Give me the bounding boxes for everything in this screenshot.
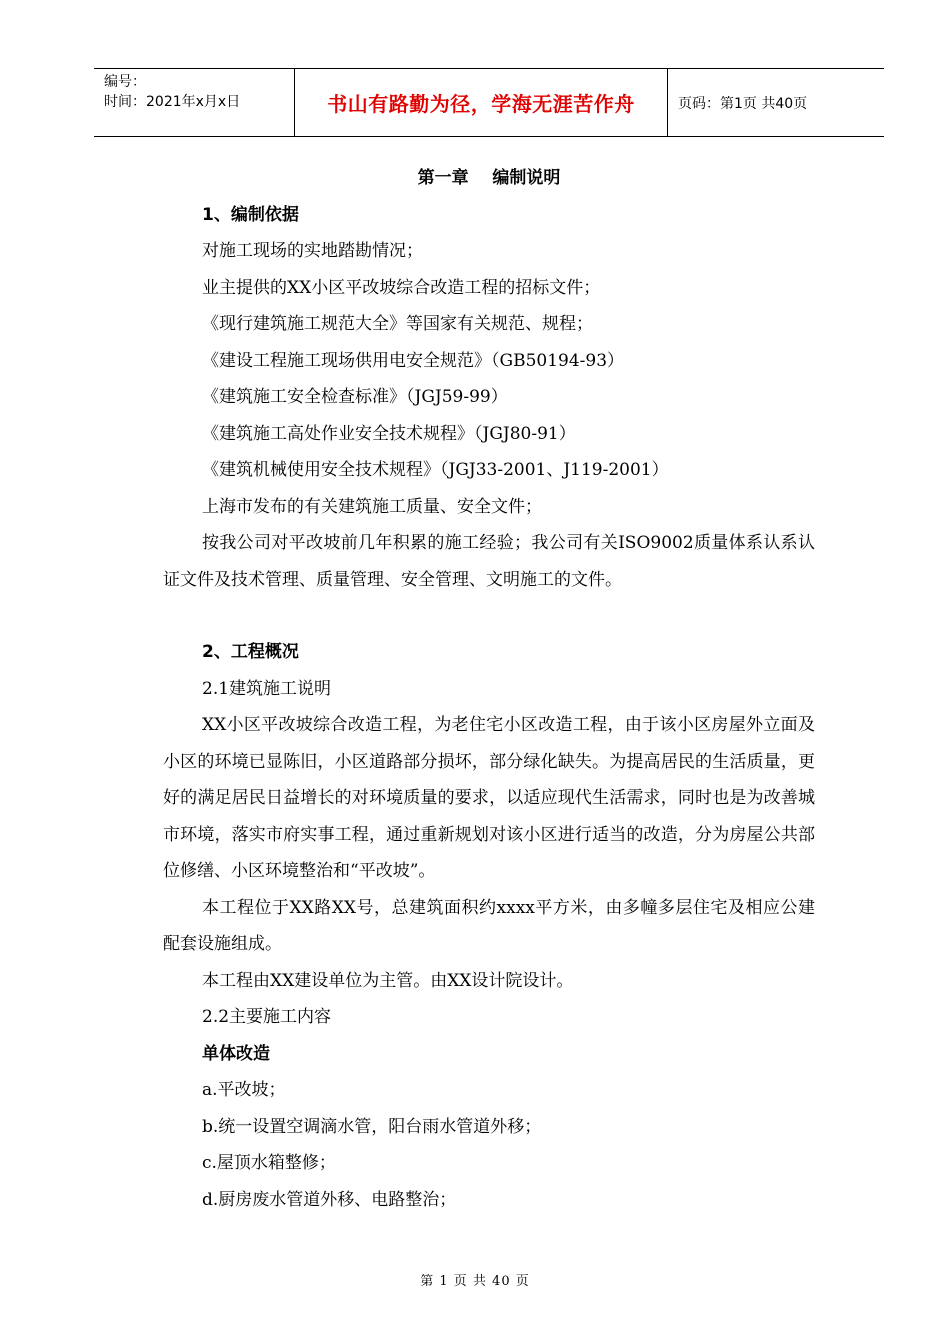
list-item: c.屋顶水箱整修； (202, 1153, 336, 1173)
header-motto-cell (295, 69, 668, 136)
basis-paragraph: 按我公司对平改坡前几年积累的施工经验；我公司有关ISO9002质量体系认系认证文件及技术管理、质量管理、安全管理、文明施工的文件。 (163, 533, 815, 590)
time-label: 时间：2021年x月x日 (104, 94, 241, 110)
basis-item: 《建筑机械使用安全技术规程》（JGJ33-2001、J119-2001） (202, 460, 669, 480)
overview-paragraph: 本工程由XX建设单位为主管。由XX设计院设计。 (202, 970, 574, 991)
list-item: b.统一设置空调滴水管，阳台雨水管道外移； (202, 1116, 542, 1137)
basis-item: 对施工现场的实地踏勘情况； (202, 241, 423, 261)
overview-paragraph: 本工程位于XX路XX号，总建筑面积约xxxx平方米，由多幢多层住宅及相应公建配套设施组成。 (163, 897, 815, 954)
subsection-heading: 2.2主要施工内容 (202, 1007, 332, 1027)
section-heading: 1、编制依据 (202, 204, 299, 225)
spacer (163, 598, 815, 634)
document-body (163, 160, 815, 1218)
motto-text: 书山有路勤为径，学海无涯苦作舟 (327, 92, 635, 116)
subsection-bold-heading: 单体改造 (202, 1043, 270, 1064)
basis-item: 《建筑施工安全检查标准》（JGJ59-99） (202, 387, 508, 407)
subsection-heading: 2.1建筑施工说明 (202, 678, 332, 699)
section-heading: 2、工程概况 (202, 642, 299, 662)
overview-paragraph: XX小区平改坡综合改造工程，为老住宅小区改造工程，由于该小区房屋外立面及小区的环境已显陈旧，小区道路部分损坏，部分绿化缺失。为提高居民的生活质量，更好的满足居民日益增长的对环境质量的要求，以适应现代生活需求，同时也是为改善城市环境，落实市府实事工程，通过重新规划对该小区进行适当的改造，分为房屋公共部位修缮、小区环境整治和“平改坡”。 (163, 715, 815, 881)
list-item: a.平改坡； (202, 1080, 286, 1100)
header-page-cell (668, 69, 884, 136)
basis-item: 上海市发布的有关建筑施工质量、安全文件； (202, 496, 542, 517)
page-header (94, 68, 884, 137)
page-code: 页码：第1页 共40页 (678, 95, 808, 112)
number-label: 编号： (104, 74, 146, 90)
header-meta-cell (94, 69, 295, 136)
page-footer: 第 1 页 共 40 页 (420, 1274, 530, 1289)
basis-item: 《建筑施工高处作业安全技术规程》（JGJ80-91） (202, 423, 576, 444)
chapter-title: 第一章 编制说明 (417, 168, 561, 188)
list-item: d.厨房废水管道外移、电路整治； (202, 1189, 457, 1210)
basis-item: 《现行建筑施工规范大全》等国家有关规范、规程； (202, 314, 593, 334)
basis-item: 《建设工程施工现场供用电安全规范》（GB50194-93） (202, 350, 625, 371)
basis-item: 业主提供的XX小区平改坡综合改造工程的招标文件； (202, 277, 601, 298)
